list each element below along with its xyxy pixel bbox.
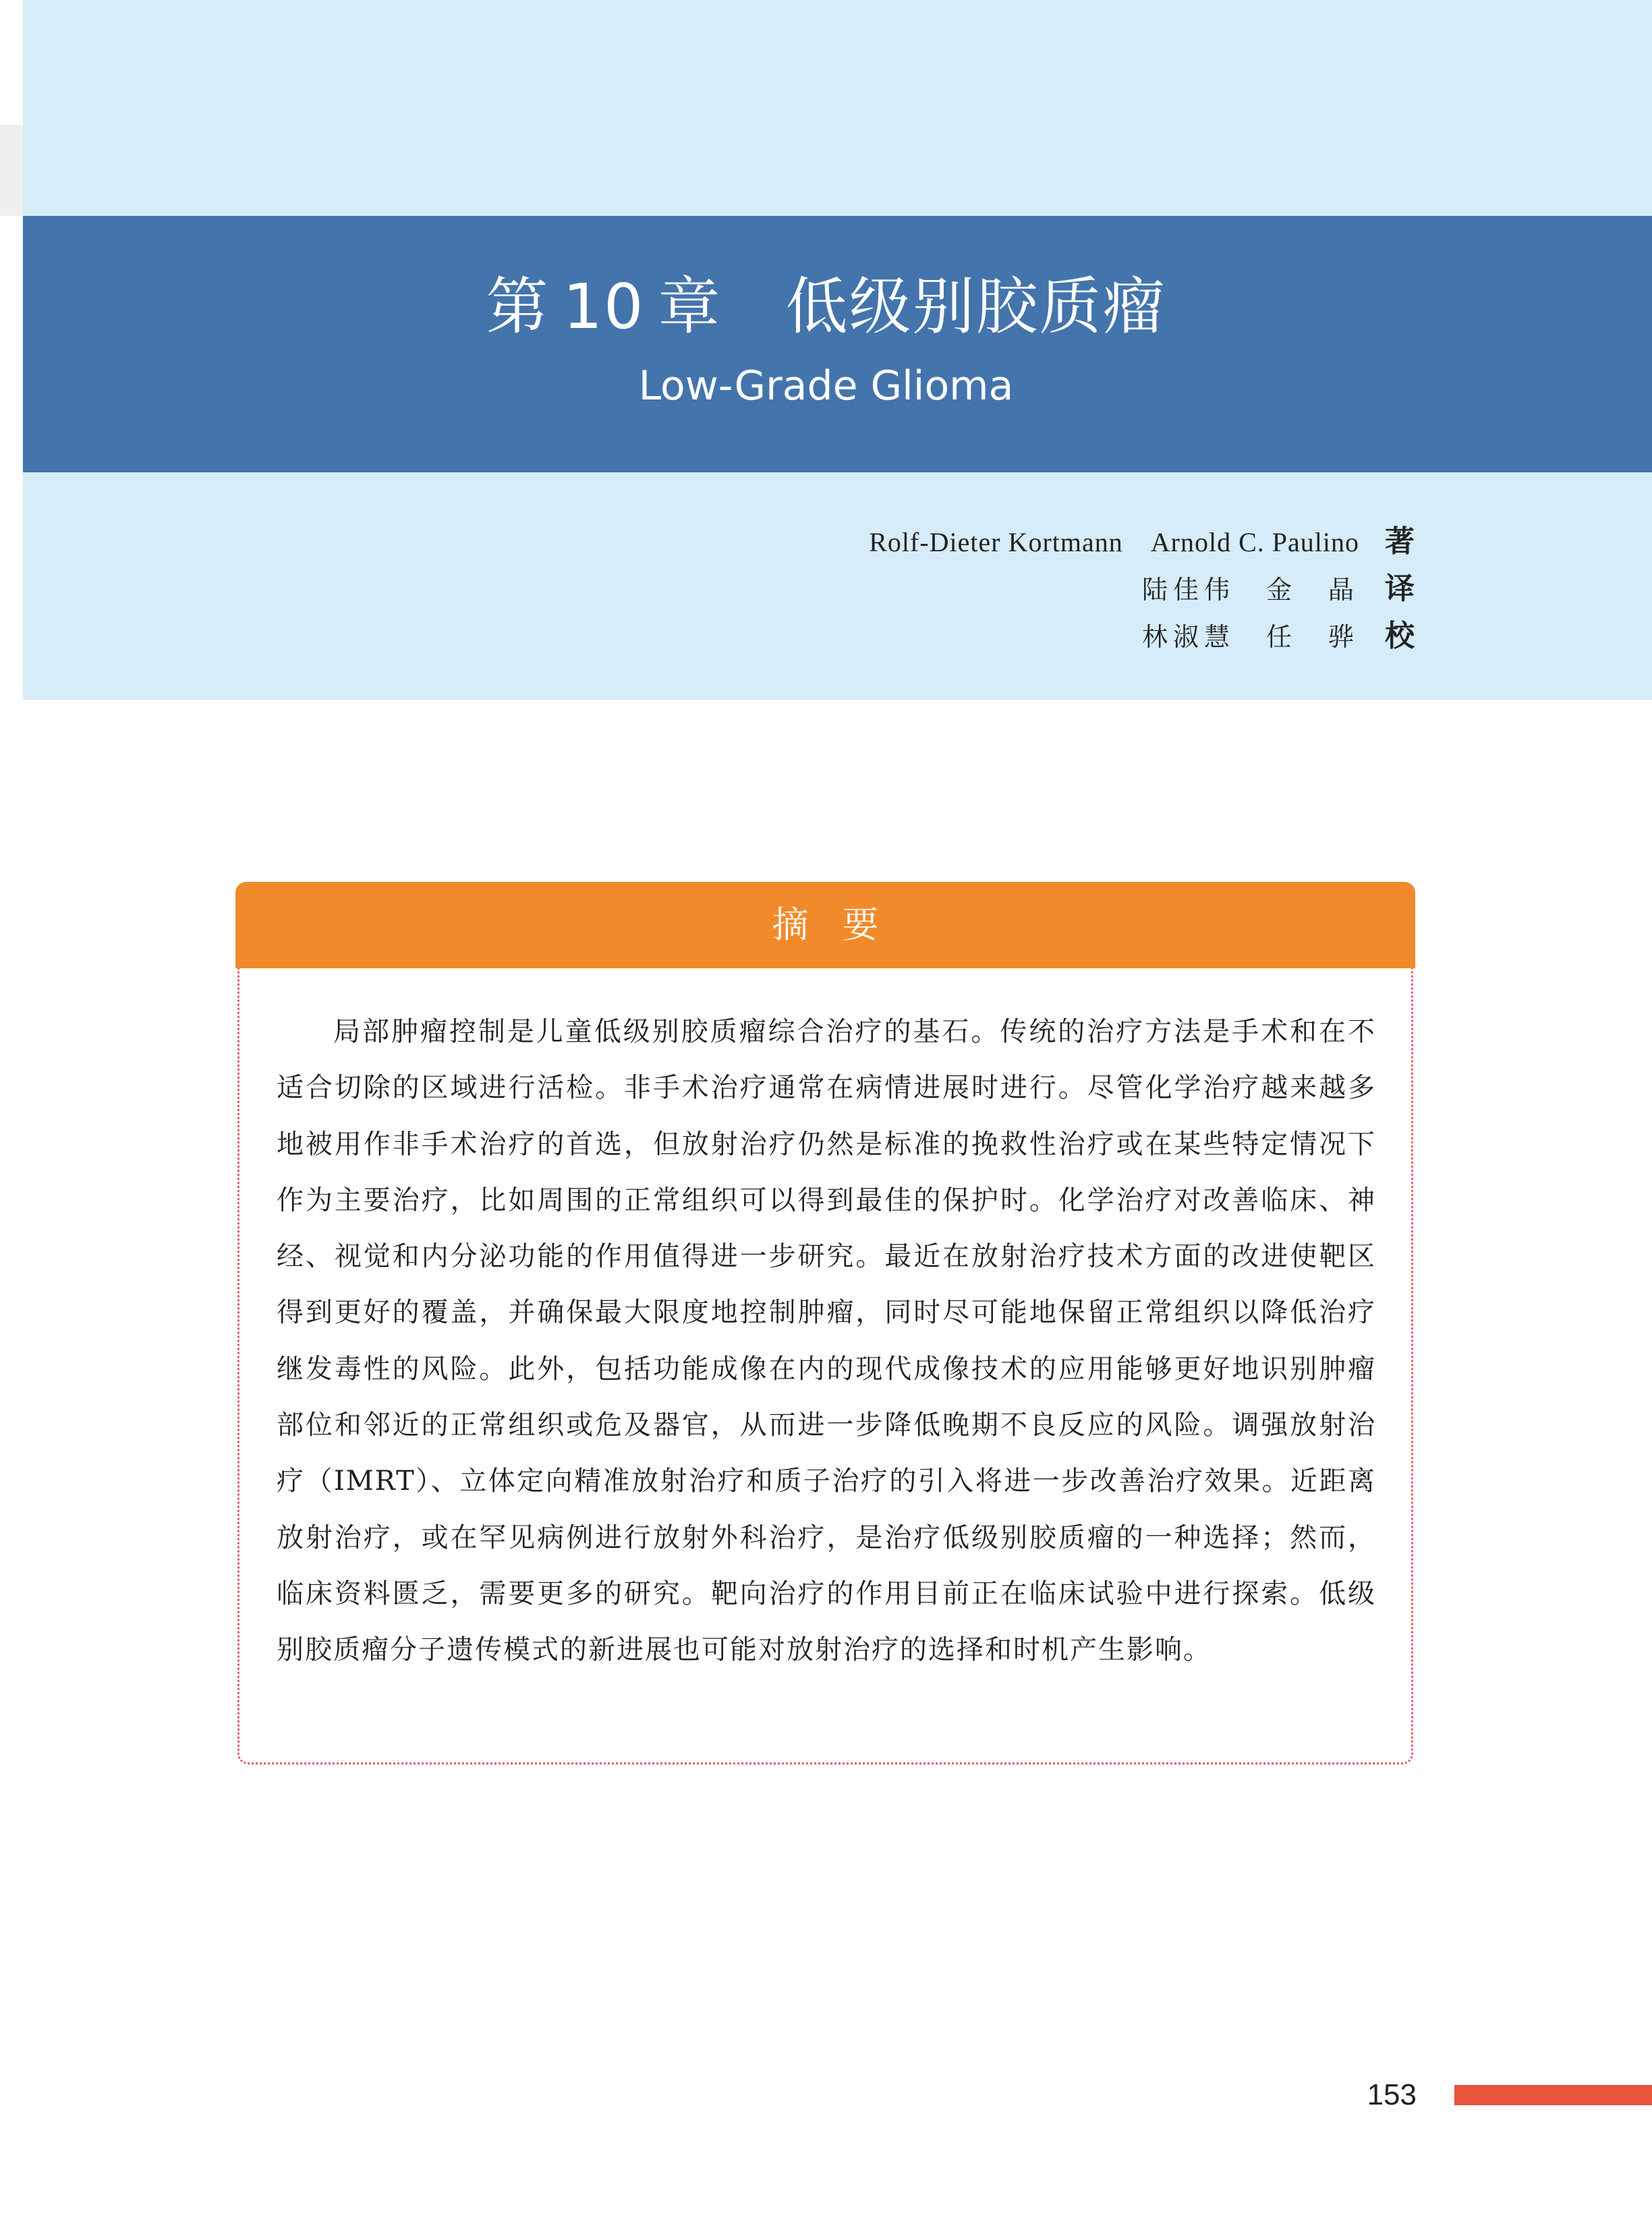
abstract-body: 局部肿瘤控制是儿童低级别胶质瘤综合治疗的基石。传统的治疗方法是手术和在不适合切除的区域进行活检。非手术治疗通常在病情进展时进行。尽管化学治疗越来越多地被用作非手术治疗的首选，但放射治疗仍然是标准的挽救性治疗或在某些特定情况下作为主要治疗，比如周围的正常组织可以得到最佳的保护时。化学治疗对改善临床、神经、视觉和内分泌功能的作用值得进一步研究。最近在放射治疗技术方面的改进使靶区得到更好的覆盖，并确保最大限度地控制肿瘤，同时尽可能地保留正常组织以降低治疗继发毒性的风险。此外，包括功能成像在内的现代成像技术的应用能够更好地识别肿瘤部位和邻近的正常组织或危及器官，从而进一步降低晚期不良反应的风险。调强放射治疗（IMRT）、立体定向精准放射治疗和质子治疗的引入将进一步改善治疗效果。近距离放射治疗，或在罕见病例进行放射外科治疗，是治疗低级别胶质瘤的一种选择；然而，临床资料匮乏，需要更多的研究。靶向治疗的作用目前正在临床试验中进行探索。低级别胶质瘤分子遗传模式的新进展也可能对放射治疗的选择和时机产生影响。 [277,1016,1376,1666]
page-edge-tab [0,125,23,216]
reviewer-role: 校 [1385,619,1415,653]
chapter-title [0,270,1652,344]
abstract-heading: 摘要 [235,882,1415,968]
chapter-number: 10 [563,271,645,343]
page-number: 153 [1367,2078,1417,2111]
reviewer-names: 林淑慧 任 骅 [1141,622,1359,652]
chapter-title-band [23,216,1652,472]
chapter-label-suffix: 章 [658,271,722,343]
chapter-title-en: Low-Grade Glioma [638,362,1014,410]
credit-authors [869,518,1415,565]
author-names: Rolf-Dieter Kortmann Arnold C. Paulino [869,527,1359,557]
credit-translators [869,565,1415,613]
translator-names: 陆佳伟 金 晶 [1141,575,1359,605]
author-role: 著 [1385,524,1415,559]
page-number-bar [1454,2085,1652,2105]
credits-block [869,518,1415,660]
credit-reviewers [869,613,1415,660]
chapter-label-prefix: 第 [486,271,550,343]
translator-role: 译 [1385,572,1415,606]
chapter-title-cn: 低级别胶质瘤 [785,271,1166,343]
